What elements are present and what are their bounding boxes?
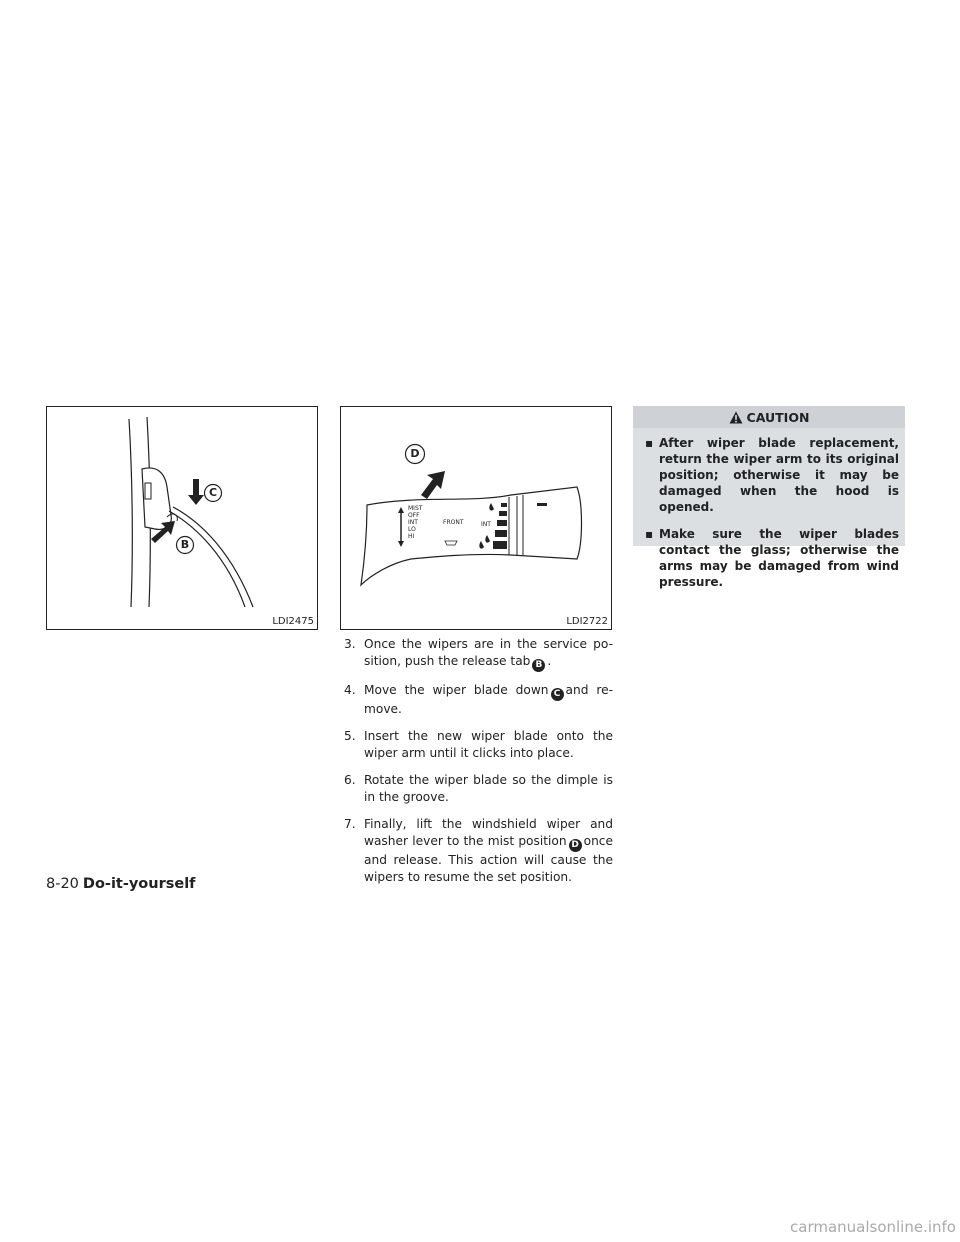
procedure-steps	[344, 636, 613, 896]
step-text: Once the wipers are in the service po-sition, push the release tab	[364, 637, 613, 668]
step-number: 3.	[344, 637, 356, 651]
lever-label-int: INT	[408, 519, 418, 526]
lever-label-front: FRONT	[443, 519, 464, 526]
lever-label-lo: LO	[408, 526, 416, 533]
section-title: Do-it-yourself	[82, 876, 196, 892]
wiper-lever-illustration	[341, 407, 613, 631]
step-text: Finally, lift the windshield wiper and washer lever to the mist position	[364, 817, 613, 848]
caution-header	[633, 406, 905, 428]
lever-label-mist: MIST	[408, 505, 423, 512]
callout-b-label: B	[180, 538, 190, 551]
bullet-icon: ▪	[645, 527, 654, 541]
step-text-post: once and release. This action will cause the wipers to resume the set position.	[364, 834, 613, 884]
watermark: carmanualsonline.info	[790, 1218, 956, 1236]
step-text: Insert the new wiper blade onto the wiper arm until it clicks into place.	[364, 729, 613, 760]
step-number: 7.	[344, 817, 356, 831]
lever-label-int-ring: INT	[481, 521, 491, 528]
figure-wiper-lever	[340, 406, 612, 630]
figure-code: LDI2722	[566, 616, 608, 627]
callout-d-icon: D	[569, 839, 582, 852]
wiper-arm-illustration	[47, 407, 319, 631]
caution-list	[633, 428, 905, 590]
step-text-post: .	[547, 654, 552, 668]
step-5	[344, 728, 613, 762]
callout-c-icon: C	[551, 688, 564, 701]
step-number: 4.	[344, 683, 356, 697]
figure-code: LDI2475	[272, 616, 314, 627]
step-text: Rotate the wiper blade so the dimple is in the groove.	[364, 773, 613, 804]
step-7	[344, 816, 613, 886]
lever-label-hi: HI	[408, 533, 415, 540]
page-footer	[46, 876, 196, 892]
bullet-icon: ▪	[645, 436, 654, 450]
page-number: 8-20	[46, 876, 79, 892]
step-text: Move the wiper blade down	[364, 683, 549, 697]
caution-text: After wiper blade replacement, return the wiper arm to its original position; otherwise it may be damaged when the hood is opened.	[659, 436, 899, 514]
warning-triangle-icon	[729, 411, 743, 424]
callout-c-label: C	[208, 486, 218, 499]
step-text-post: and re-move.	[364, 683, 613, 716]
caution-box	[633, 406, 905, 589]
step-number: 5.	[344, 729, 356, 743]
caution-item	[645, 435, 899, 515]
caution-title: CAUTION	[746, 409, 810, 425]
step-6	[344, 772, 613, 806]
figure-wiper-release-tab	[46, 406, 318, 630]
step-3	[344, 636, 613, 672]
step-number: 6.	[344, 773, 356, 787]
lever-label-off: OFF	[408, 512, 420, 519]
step-4	[344, 682, 613, 718]
caution-text: Make sure the wiper blades contact the glass; otherwise the arms may be damaged from wind pressure.	[659, 527, 899, 589]
callout-d-label: D	[410, 447, 420, 460]
callout-b-icon: B	[532, 659, 545, 672]
caution-item	[645, 526, 899, 590]
